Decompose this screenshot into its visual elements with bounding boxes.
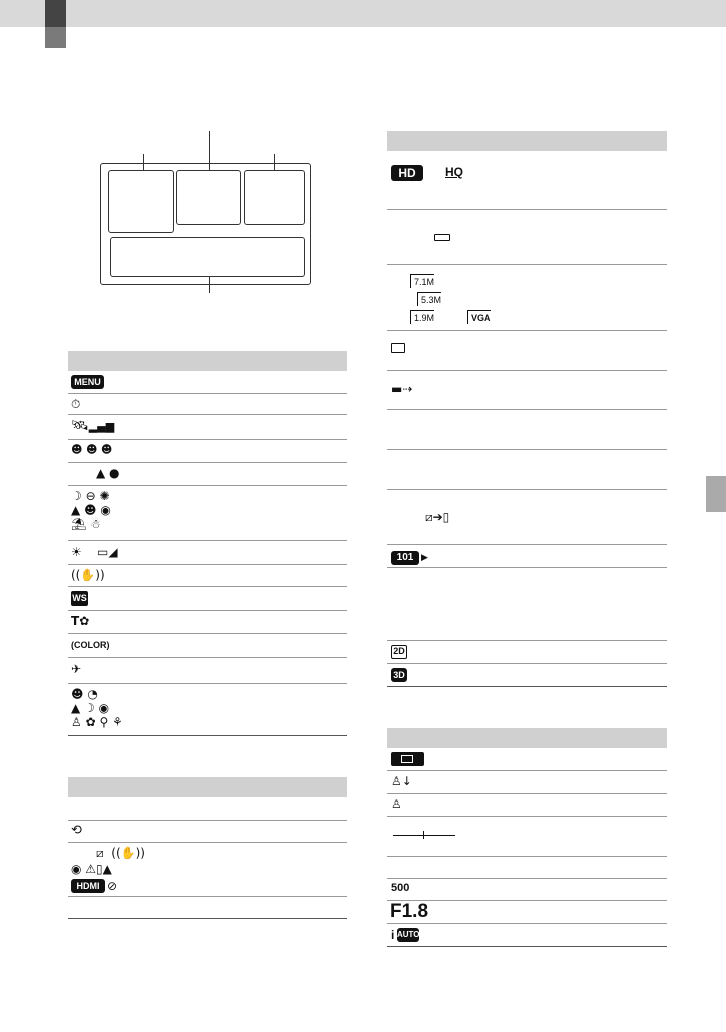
intelligent-auto-icons: ▲ ● — [96, 466, 120, 480]
playback-folder-icon: 101 — [391, 551, 419, 565]
header-bar — [0, 0, 726, 27]
image-size-vga-icon: VGA — [467, 310, 491, 324]
scene-icons: ☽ ⊖ ✺ ▲ ☻ ◉ ⛱ ☃ — [71, 489, 111, 531]
2d-mode-icon: 2D — [391, 645, 407, 659]
face-detection-icons: ☻ ☻ ☻ — [71, 443, 113, 456]
folder-arrow-icon: ▶ — [421, 553, 428, 563]
battery-icon — [434, 234, 450, 241]
focus-scale-marker — [423, 831, 424, 839]
steadyshot-off-icon: ((✋)) — [71, 568, 105, 582]
lcd-area-upper-left — [108, 170, 174, 233]
iauto-icon: AUTO — [397, 928, 419, 942]
playback-mode-icon — [391, 752, 424, 766]
lcd-area-bottom — [110, 237, 305, 277]
color-label: COLOR — [74, 640, 107, 650]
lcd-area-upper-center — [176, 170, 241, 225]
3d-mode-icon: 3D — [391, 668, 407, 682]
repeat-icon: ⟲ — [71, 823, 82, 838]
hdmi-icon: HDMI — [71, 879, 105, 893]
hq-quality-icon: HQ — [445, 165, 463, 179]
lcd-area-upper-right — [244, 170, 305, 225]
x-v-color-icon: (COLOR) — [71, 640, 110, 650]
photo-copy-icon: ⧄➔▯ — [425, 510, 450, 524]
focus-scale-bar — [393, 835, 455, 836]
usb-connection-icon: ▬⇢ — [391, 382, 413, 396]
warning-icons-row2: ◉ ⚠▯▲ — [71, 862, 112, 876]
side-tab — [706, 476, 726, 512]
tele-macro-icon: T✿ — [71, 614, 90, 628]
image-size-2m-icon: 1.9M — [410, 310, 434, 324]
gps-icon: 🛰▂▄▆ — [71, 418, 115, 434]
tele-macro-label: T — [71, 614, 80, 628]
header-marker-lower — [45, 27, 66, 48]
intelligent-auto-detail-icons: ☻ ◔ ▲ ☽ ◉ ♙ ✿ ⚲ ⚘ — [71, 687, 123, 729]
playback-inner-frame — [401, 755, 413, 763]
spot-meter-icon: ♙ — [391, 797, 402, 811]
exposure-icon: ♙↓ — [391, 774, 412, 788]
warning-icons-row1: ⧄ ((✋)) — [96, 846, 145, 860]
table-header — [387, 728, 667, 748]
memory-card-icon — [391, 343, 405, 353]
menu-button-icon: MENU — [71, 375, 104, 389]
flight-mode-icon: ✈ — [71, 662, 82, 676]
aperture-value: F1.8 — [390, 901, 429, 922]
wide-select-icon: WS — [71, 591, 88, 606]
prohibited-icon: ⊘ — [107, 879, 118, 893]
white-balance-icons: ☀ ▭◢ — [71, 545, 118, 559]
iauto-prefix: i — [391, 928, 395, 942]
header-marker — [45, 0, 66, 27]
shutter-speed-value: 500 — [391, 882, 410, 894]
hd-quality-icon: HD — [391, 165, 423, 181]
table-header — [68, 777, 347, 797]
image-size-5m-icon: 5.3M — [417, 292, 441, 306]
table-header — [387, 131, 667, 151]
table-header — [68, 351, 347, 371]
self-timer-icon: ⏱ — [71, 397, 81, 411]
image-size-7m-icon: 7.1M — [410, 274, 434, 288]
